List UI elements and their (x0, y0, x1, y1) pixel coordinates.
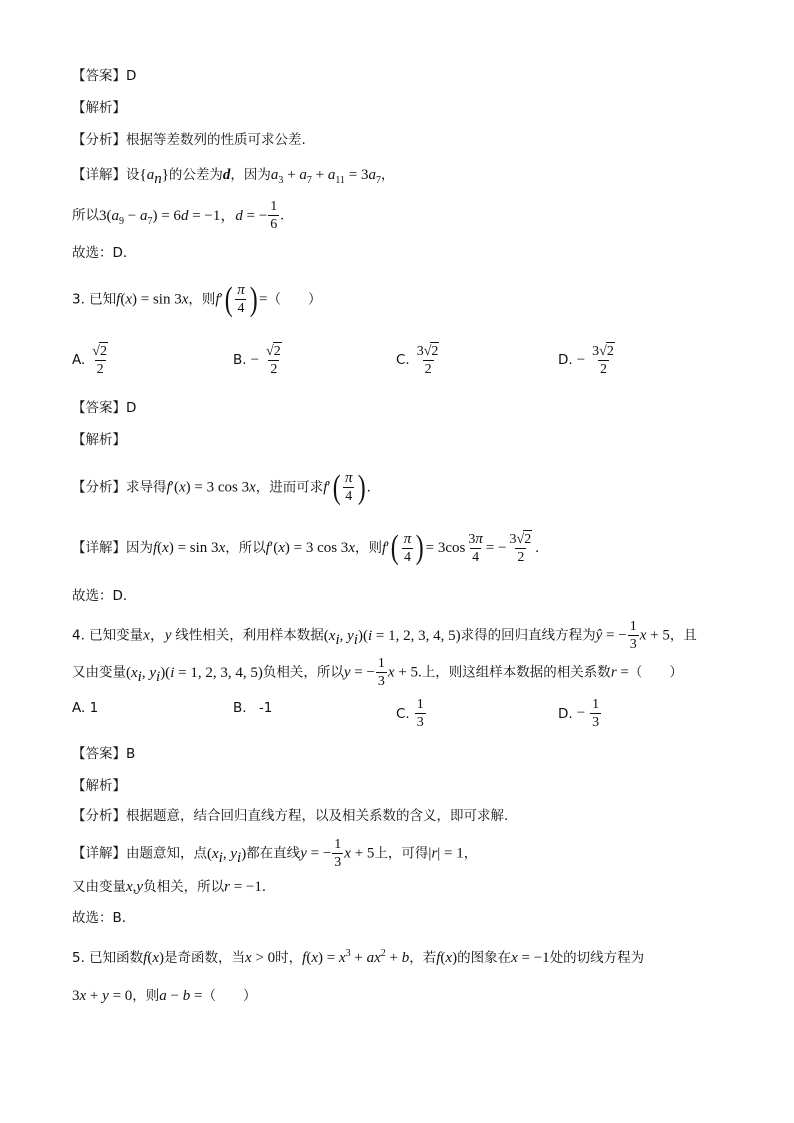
analysis-heading: 解析 (85, 100, 113, 116)
q3-detail-line: 【详解】因为f(x) = sin 3x，所以f′(x) = 3 cos 3x，则f′( $\frac{\pi}{4}$ ) = 3cos $\frac{3\pi}{4}$ = − $\frac{3√2}{2}$ . (72, 529, 539, 566)
q3-analysis-heading: 【解析】 (72, 432, 126, 448)
q5-stem-line2: 3x + y = 0，则a − b =（ ） (72, 988, 257, 1004)
formula-f: f(x) = sin 3x (116, 291, 189, 308)
q4-option-c[interactable]: C. $\frac{1}{3}$ (396, 697, 424, 730)
q3-option-b[interactable]: B. − $\frac{√2}{2}$ (233, 344, 281, 377)
formula-3d: $3(a_9 - a_7) = 6d = -1$，d = − (99, 207, 268, 227)
q2-detail-line: 【详解】设$\{a_n\}$的公差为d，因为$a_3 + a_7 + a_{11} = 3a_7$， (72, 167, 395, 187)
q5-stem-line1: 5. 已知函数f(x)是奇函数，当x > 0时，$f(x) = x^3 + ax^2 + b$，若f(x)的图象在x = −1处的切线方程为 (72, 948, 645, 966)
q2-analysis-line: 【分析】根据等差数列的性质可求公差. (72, 132, 306, 148)
fraction: $\frac{1}{6}$ (270, 199, 278, 232)
q3-analysis-line: 【分析】求导得f′(x) = 3 cos 3x，进而可求f′( $\frac{\pi}{4}$ ) . (72, 468, 371, 506)
q3-stem: 3. 已知f(x) = sin 3x，则f′( $\frac{\pi}{4}$ ) =（ ） (72, 280, 322, 318)
q4-answer-line: 【答案】B (72, 746, 136, 762)
q4-analysis-line: 【分析】根据题意，结合回归直线方程，以及相关系数的含义，即可求解. (72, 808, 509, 824)
q3-option-a[interactable]: A. $\frac{√2}{2}$ (72, 344, 107, 377)
q3-choose-line: 故选：D． (72, 588, 137, 604)
q3-option-d[interactable]: D. − $\frac{3√2}{2}$ (558, 344, 614, 377)
q4-detail-line: 【详解】由题意知，点($x_i$, $y_i$)都在直线y = − $\frac{1}{3}$ x + 5上，可得|r| = 1， (72, 837, 478, 870)
formula-sequence: $\{a_n\}$ (139, 167, 169, 187)
q3-option-c[interactable]: C. $\frac{3√2}{2}$ (396, 344, 439, 377)
q2-analysis-heading: 【解析】 (72, 100, 126, 116)
q2-choose-line: 故选：D． (72, 245, 137, 261)
q4-stem-line1: 4. 已知变量x，y 线性相关，利用样本数据($x_i$, $y_i)(i = 1$, 2, 3, 4, 5)求得的回归直线方程为ŷ = − $\frac{1}{3}$ x + 5，且 (72, 619, 697, 652)
q3-answer-line: 【答案】D (72, 400, 137, 416)
answer-label: 【答案】 (72, 68, 126, 84)
q4-analysis-heading: 【解析】 (72, 778, 126, 794)
q4-option-b[interactable]: B. -1 (233, 700, 273, 716)
formula-sum: $a_3 + a_7 + a_{11} = 3a_7$ (270, 167, 381, 186)
q4-detail-line2: 又由变量x,y负相关，所以r = −1． (72, 879, 276, 895)
q4-option-a[interactable]: A. 1 (72, 700, 99, 716)
q2-detail-line2: 所以$3(a_9 - a_7) = 6d = -1$，d = − $\frac{1}{6}$ . (72, 199, 285, 232)
q4-option-d[interactable]: D. − $\frac{1}{3}$ (558, 697, 600, 730)
q4-choose-line: 故选：B． (72, 910, 136, 926)
answer-value: D (126, 68, 137, 84)
q2-answer-line (72, 66, 136, 86)
q4-stem-line2: 又由变量($x_i$, $y_i)(i = 1$, 2, 3, 4, 5)负相关，所以y = − $\frac{1}{3}$ x + 5.上，则这组样本数据的相关系数r =（ ） (72, 656, 683, 689)
